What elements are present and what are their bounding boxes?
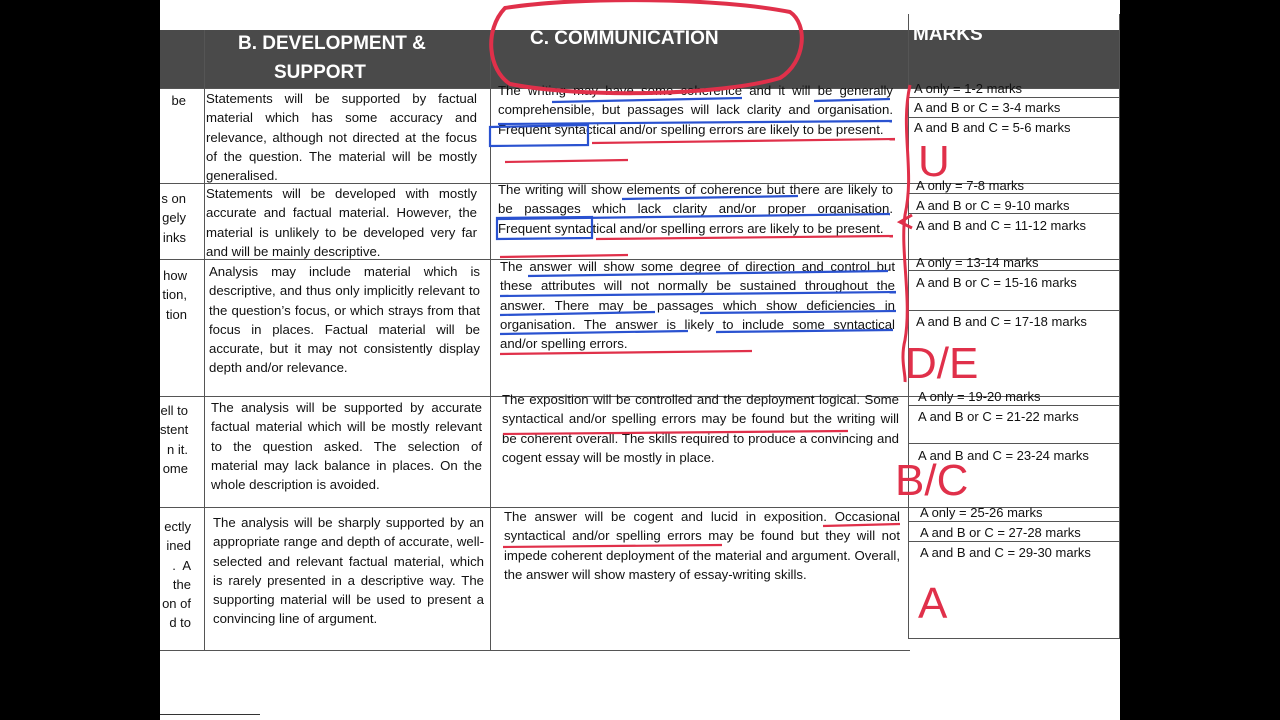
marks-a-only: A only = 25-26 marks [920,505,1043,520]
grade-u-annotation: U [918,137,950,186]
footer-line [160,714,260,715]
development-cell: Analysis may include material which is descriptive, and thus only implicitly relevant to the question’s focus, or which strays from that focus in places. Factual material will be accurate, but it may not consistently display depth and/or relevance. [209,264,480,376]
development-cell: Statements will be supported by factual material which has some accuracy and relevance, although not directed at the focus of the question. The material will be mostly generalised. [206,91,477,183]
marks-a-and-b-or-c: A and B or C = 15-16 marks [916,275,1077,290]
marks-a-only: A only = 1-2 marks [914,81,1023,96]
marks-a-only: A only = 7-8 marks [916,178,1025,193]
marks-divider [908,443,1120,444]
marks-divider [908,310,1120,311]
marks-a-only: A only = 13-14 marks [916,255,1039,270]
left-fragment: s on gely inks [161,191,186,245]
development-cell: The analysis will be supported by accurate factual material which will be mostly relevant to the question asked. The selection of material may lack balance in places. On the whole description is avoided. [211,400,482,493]
communication-cell: The writing may have some coherence and it will be generally comprehensible, but passages will lack clarity and organisation. Frequent syntactical and/or spelling errors are likely to be present. [498,83,893,137]
col-divider [1119,14,1120,639]
marks-a-and-b-and-c: A and B and C = 29-30 marks [920,545,1091,560]
development-cell: Statements will be developed with mostly accurate and factual material. However, the material is unlikely to be developed very far and will be mainly descriptive. [206,186,477,259]
header-development-support-line2: SUPPORT [274,62,366,83]
row-divider [160,650,910,651]
left-fragment: ell to stent n it. ome [160,403,189,476]
grade-a-annotation: A [918,579,948,628]
header-development-support: B. DEVELOPMENT & [238,33,426,54]
header-communication: C. COMMUNICATION [530,28,719,49]
development-cell: The analysis will be sharply supported by an appropriate range and depth of accurate, well-selected and relevant factual material, which is rarely presented in a descriptive way. The supporting material will be used to present a convincing line of argument. [213,515,484,627]
left-fragment: how tion, tion [162,268,187,322]
marks-a-and-b-or-c: A and B or C = 9-10 marks [916,198,1070,213]
marks-a-and-b-and-c: A and B and C = 5-6 marks [914,120,1071,135]
row-divider [908,638,1120,639]
communication-cell: The answer will show some degree of direction and control but these attributes will not normally be sustained throughout the answer. There may be passages which show deficiencies in organisation. The answer is likely to include some syntactical and/or spelling errors. [500,259,895,352]
grade-bc-annotation: B/C [895,456,969,505]
communication-cell: The writing will show elements of coherence but there are likely to be passages which lack clarity and/or proper organisation. Frequent syntactical and/or spelling errors are likely to be present. [498,182,893,236]
col-divider [908,14,909,639]
communication-cell: The answer will be cogent and lucid in exposition. Occasional syntactical and/or spelling errors may be found but they will not impede coherent deployment of the material and argument. Overall, the answer will show mastery of essay-writing skills. [504,509,900,582]
marks-a-and-b-or-c: A and B or C = 3-4 marks [914,100,1061,115]
marks-a-and-b-and-c: A and B and C = 17-18 marks [916,314,1087,329]
col-divider [204,30,205,650]
communication-cell: The exposition will be controlled and the deployment logical. Some syntactical and/or spelling errors may be found but the writing will be coherent overall. The skills required to produce a convincing and cogent essay will be mostly in place. [502,392,899,465]
grade-de-annotation: D/E [905,339,979,388]
marks-a-and-b-and-c: A and B and C = 11-12 marks [916,218,1086,233]
header-marks: MARKS [913,24,983,45]
left-fragment: ectly ined . A the on of d to [162,519,191,631]
marks-a-and-b-and-c: A and B and C = 23-24 marks [918,448,1089,463]
marks-a-and-b-or-c: A and B or C = 27-28 marks [920,525,1081,540]
marks-a-and-b-or-c: A and B or C = 21-22 marks [918,409,1079,424]
left-fragment: be [171,93,186,108]
document-page [160,0,1120,720]
col-divider [490,30,491,650]
marks-a-only: A only = 19-20 marks [918,389,1041,404]
